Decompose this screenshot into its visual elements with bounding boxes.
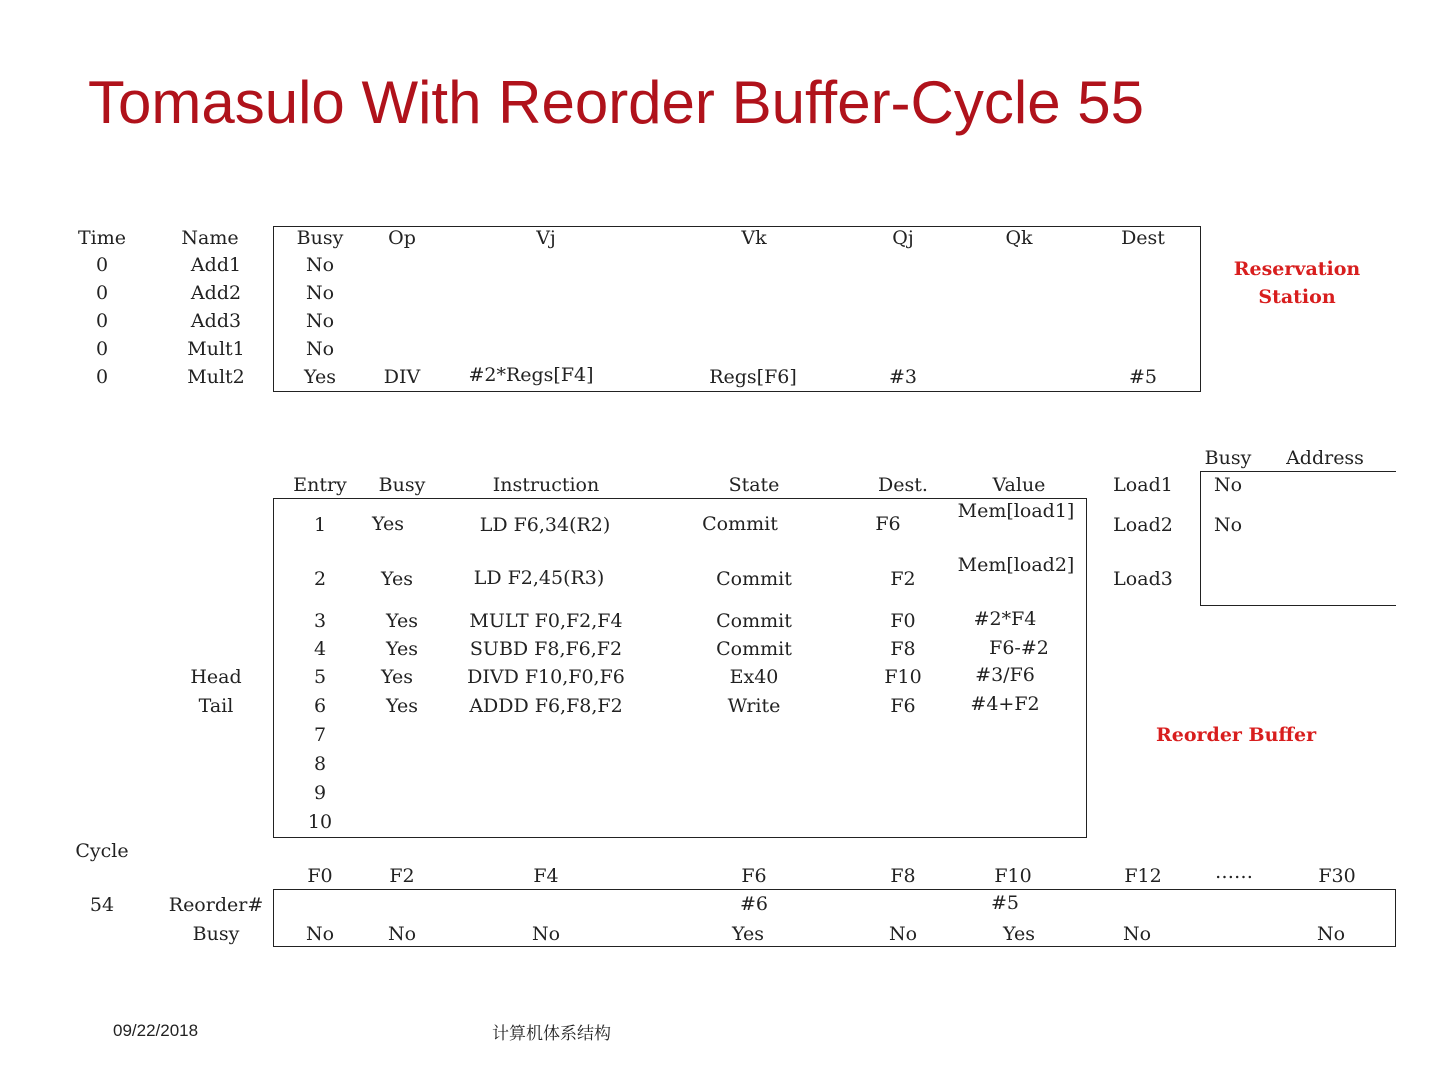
register-busy: No [305,923,335,945]
rob-dest: F6 [875,513,901,535]
footer-date: 09/22/2018 [113,1021,199,1040]
rob-instruction: ADDD F6,F8,F2 [469,695,623,717]
rob-entry: 3 [313,610,327,632]
rs-header-time: Time [77,227,127,249]
rob-busy: Yes [386,610,418,632]
rs-name: Add2 [190,282,242,304]
rs-name: Mult2 [187,366,245,388]
rob-busy: Yes [386,638,418,660]
rs-header-dest: Dest [1121,227,1165,249]
rob-busy: Yes [386,695,418,717]
load-name: Load3 [1113,568,1173,590]
register-name: F4 [533,865,559,887]
rob-instruction: LD F2,45(R3) [473,567,605,589]
rs-busy: No [305,282,335,304]
rob-entry: 1 [313,514,327,536]
rob-header-dest: Dest. [878,474,928,496]
rs-time: 0 [95,366,109,388]
register-name: F6 [741,865,767,887]
rs-vk: Regs[F6] [709,366,797,388]
rob-state: Commit [716,568,792,590]
rob-entry: 5 [313,666,327,688]
rob-state: Commit [716,638,792,660]
register-name: F10 [994,865,1032,887]
register-busy: No [387,923,417,945]
rob-value: Mem[load2] [957,554,1075,576]
register-busy: Yes [732,923,764,945]
load-name: Load2 [1113,514,1173,536]
rob-header-busy: Busy [378,474,426,496]
rs-busy: No [305,338,335,360]
cycle-label: Cycle [75,840,129,862]
rob-entry: 10 [307,811,333,833]
rob-value: F6-#2 [989,637,1049,659]
rs-header-qk: Qk [1005,227,1033,249]
rob-header-instruction: Instruction [492,474,600,496]
rob-state: Commit [702,513,778,535]
rob-header-value: Value [992,474,1046,496]
cycle-value: 54 [89,894,115,916]
rs-time: 0 [95,282,109,304]
load-busy: No [1213,514,1243,536]
rs-header-qj: Qj [892,227,914,249]
rs-header-busy: Busy [296,227,344,249]
rob-entry: 7 [313,724,327,746]
rs-dest: #5 [1128,366,1158,388]
register-busy: No [888,923,918,945]
rob-dest: F6 [890,695,916,717]
rob-busy: Yes [381,568,413,590]
reservation-station-label-line1: Reservation [1233,258,1361,280]
register-name: F0 [307,865,333,887]
rob-header-state: State [728,474,780,496]
rs-name: Add3 [190,310,242,332]
rs-header-name: Name [181,227,239,249]
register-busy-label: Busy [192,923,240,945]
rs-header-op: Op [388,227,416,249]
rob-header-entry: Entry [293,474,347,496]
rob-instruction: LD F6,34(R2) [479,514,611,536]
rs-name: Mult1 [187,338,245,360]
rs-vj: #2*Regs[F4] [468,364,594,386]
register-name: F30 [1318,865,1356,887]
rob-state: Ex40 [729,666,779,688]
rs-qj: #3 [888,366,918,388]
register-reorder: #5 [990,892,1020,914]
rs-header-vj: Vj [536,227,556,249]
rs-busy: No [305,310,335,332]
register-status-box [273,889,1396,947]
reorder-buffer-label: Reorder Buffer [1156,724,1317,746]
footer-course: 计算机体系结构 [492,1024,611,1044]
rob-state: Write [727,695,781,717]
rob-value: #2*F4 [973,608,1037,630]
rob-instruction: MULT F0,F2,F4 [469,610,623,632]
register-busy: No [1122,923,1152,945]
rob-value: #4+F2 [970,693,1040,715]
rob-dest: F8 [890,638,916,660]
rob-entry: 8 [313,753,327,775]
rs-time: 0 [95,310,109,332]
rs-header-vk: Vk [741,227,767,249]
register-busy: No [531,923,561,945]
register-name: F2 [389,865,415,887]
rob-value: #3/F6 [975,664,1035,686]
rob-dest: F10 [884,666,922,688]
rob-dest: F0 [890,610,916,632]
rob-busy: Yes [372,513,404,535]
rob-entry: 9 [313,782,327,804]
rob-state: Commit [716,610,792,632]
register-busy: No [1316,923,1346,945]
rob-entry: 6 [313,695,327,717]
rs-name: Add1 [190,254,242,276]
reservation-station-label [1230,255,1364,311]
register-reorder: #6 [739,893,769,915]
register-busy: Yes [1003,923,1035,945]
slide-title: Tomasulo With Reorder Buffer-Cycle 55 [88,69,1144,136]
rs-busy: No [305,254,335,276]
rob-instruction: SUBD F8,F6,F2 [469,638,623,660]
reservation-station-label-line2: Station [1258,286,1336,308]
rob-entry: 4 [313,638,327,660]
rob-busy: Yes [381,666,413,688]
rob-head-label: Head [190,666,242,688]
rob-entry: 2 [313,568,327,590]
reorder-number-label: Reorder# [168,894,264,916]
register-ellipsis: …… [1215,861,1253,883]
rob-value: Mem[load1] [957,500,1075,522]
rob-instruction: DIVD F10,F0,F6 [467,666,625,688]
register-name: F12 [1124,865,1162,887]
load-header-address: Address [1286,447,1364,469]
load-name: Load1 [1113,474,1173,496]
rs-time: 0 [95,254,109,276]
load-header-busy: Busy [1204,447,1252,469]
rs-time: 0 [95,338,109,360]
register-name: F8 [890,865,916,887]
rs-op: DIV [383,366,421,388]
rob-dest: F2 [890,568,916,590]
rs-busy: Yes [304,366,336,388]
load-busy: No [1213,474,1243,496]
rob-tail-label: Tail [198,695,234,717]
